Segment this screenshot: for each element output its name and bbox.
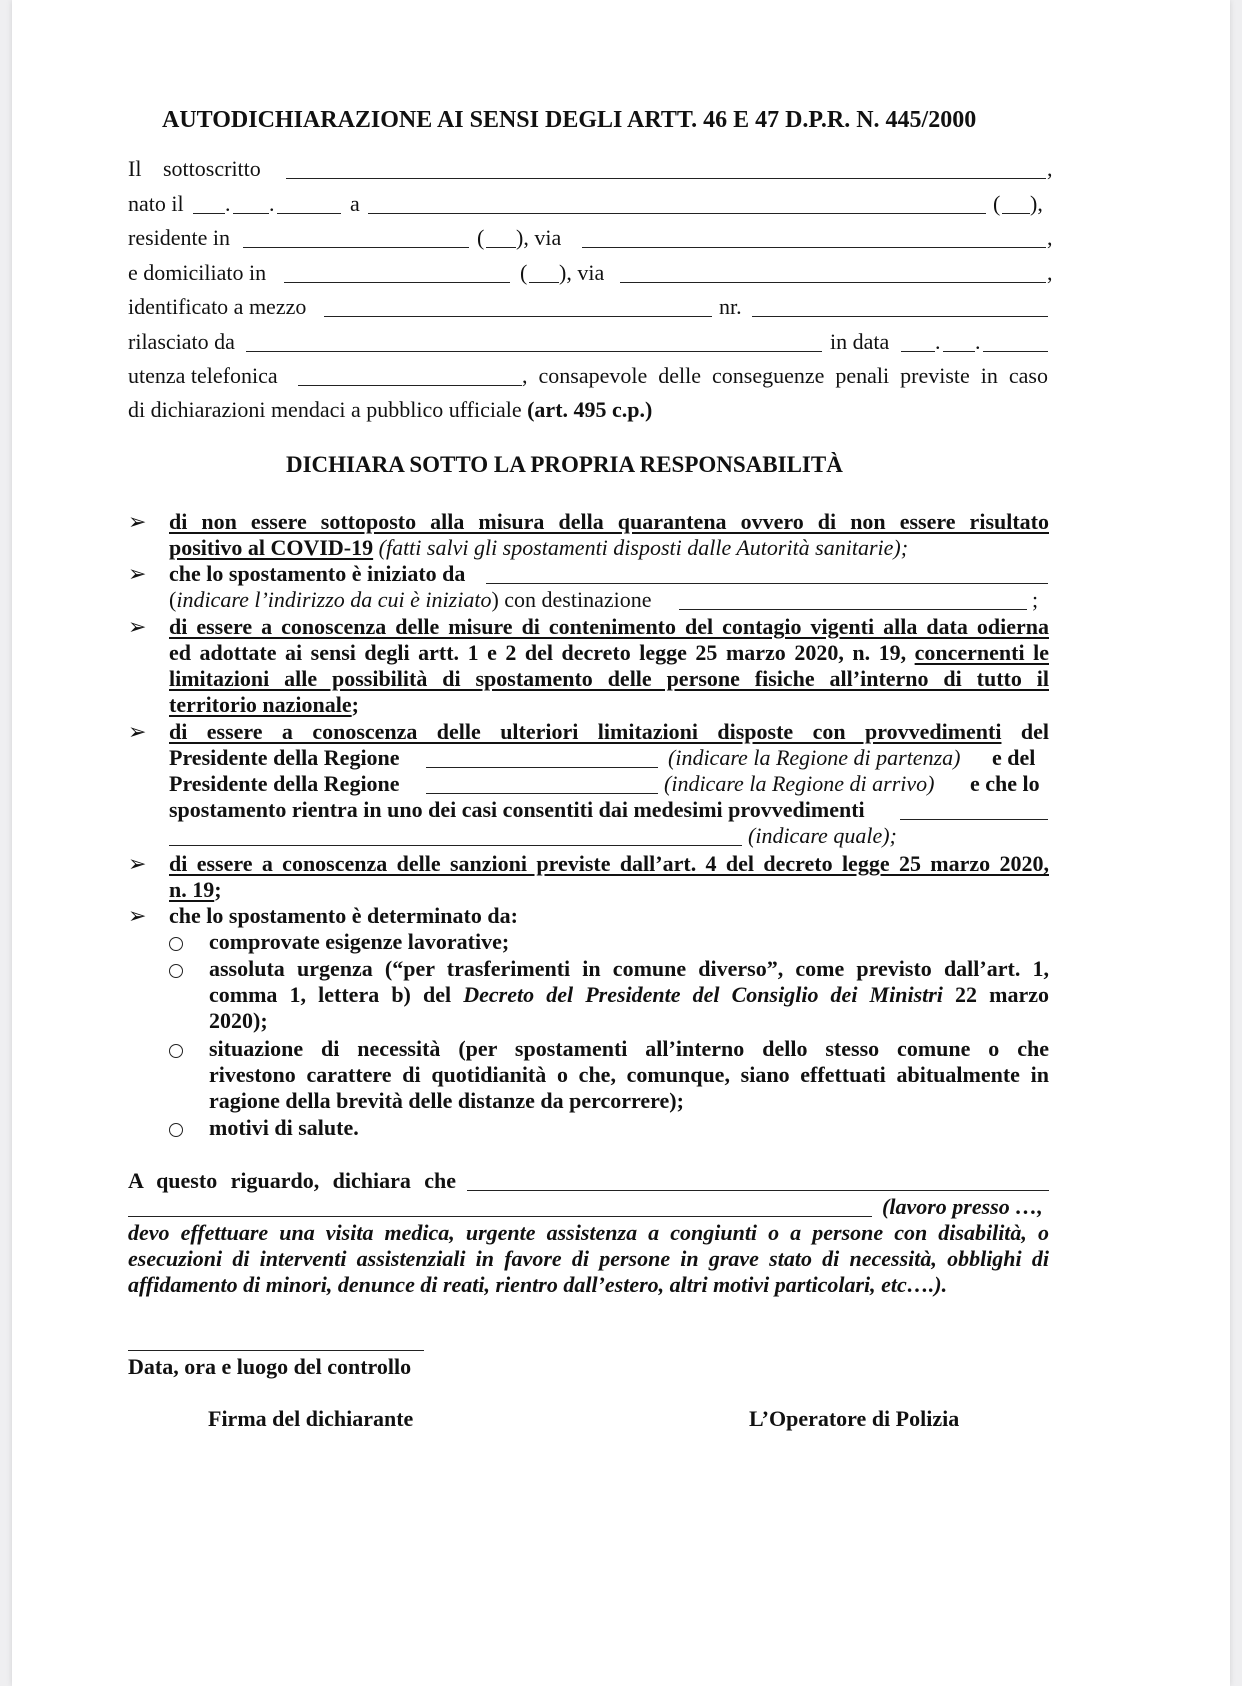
text-e-del: e del [992, 745, 1036, 770]
field-region-arrival-line[interactable] [426, 793, 658, 794]
item-sanzioni-line1: di essere a conoscenza delle sanzioni previste dall’art. 4 del decreto legge 25 marzo 2020, [169, 851, 1049, 876]
option-necessita-line1: situazione di necessità (per spostamenti all’interno dello stesso comune o che [209, 1036, 1049, 1061]
label-utenza: utenza telefonica [128, 363, 278, 388]
paren-open: ( [993, 191, 1001, 216]
label-nr: nr. [719, 294, 742, 319]
label-sottoscritto: sottoscritto [163, 156, 261, 181]
field-birth-year-line[interactable] [277, 213, 341, 214]
option-urgenza-line3: 2020); [209, 1008, 268, 1033]
label-rilasciato: rilasciato da [128, 329, 235, 354]
field-phone-line[interactable] [298, 385, 522, 386]
declare-heading: DICHIARA SOTTO LA PROPRIA RESPONSABILITÀ [286, 452, 843, 477]
item-quarantena-line2: positivo al COVID-19 (fatti salvi gli spostamenti disposti dalle Autorità sanitarie); [169, 535, 909, 560]
item-inizio-line2: (indicare l’indirizzo da cui è iniziato) con destinazione [169, 587, 652, 612]
field-issue-month-line[interactable] [943, 351, 975, 352]
label-in-data: in data [830, 329, 890, 354]
item-contenimento-line4: territorio nazionale; [169, 692, 359, 717]
field-issue-day-line[interactable] [901, 351, 935, 352]
field-destination-line[interactable] [679, 609, 1027, 610]
closing-line2: esecuzioni di interventi assistenziali in favore di persone in grave stato di necessità, obblighi di [128, 1246, 1049, 1271]
footer-operatore-polizia: L’Operatore di Polizia [749, 1406, 960, 1431]
footer-data-luogo: Data, ora e luogo del controllo [128, 1354, 412, 1379]
option-urgenza-checkbox[interactable] [169, 964, 183, 978]
option-urgenza-line1: assoluta urgenza (“per trasferimenti in comune diverso”, come previsto dall’art. 1, [209, 956, 1049, 981]
label-residente-in: residente in [128, 225, 231, 250]
field-domicile-street-line[interactable] [620, 282, 1046, 283]
item-limitazioni-line4: spostamento rientra in uno dei casi consentiti dai medesimi provvedimenti [169, 797, 865, 822]
arrow-bullet-icon: ➢ [128, 561, 147, 586]
closing-line1: devo effettuare una visita medica, urgente assistenza a congiunti o a persone con disabilità, o [128, 1220, 1049, 1245]
field-reason-line-1[interactable] [467, 1190, 1049, 1191]
field-issued-by-line[interactable] [246, 351, 822, 352]
document-title: AUTODICHIARAZIONE AI SENSI DEGLI ARTT. 46 E 47 D.P.R. N. 445/2000 [162, 107, 977, 133]
label-via: ), via [516, 225, 562, 250]
paren-open: ( [520, 260, 528, 285]
field-id-document-line[interactable] [324, 316, 712, 317]
art-495-reference: (art. 495 c.p.) [527, 397, 653, 422]
text-e-che-lo: e che lo [970, 771, 1040, 796]
label-via: ), via [559, 260, 605, 285]
field-issue-year-line[interactable] [983, 351, 1048, 352]
label-il: Il [128, 156, 142, 181]
option-necessita-line3: ragione della brevità delle distanze da percorrere); [209, 1088, 684, 1113]
hint-regione-arrivo: (indicare la Regione di arrivo) [664, 771, 935, 796]
document-page [12, 0, 1230, 1686]
item-contenimento-line3: limitazioni alle possibilità di spostamento delle persone fisiche all’interno di tutto il [169, 666, 1049, 691]
text-mendaci: di dichiarazioni mendaci a pubblico ufficiale (art. 495 c.p.) [128, 397, 653, 422]
comma: , [1047, 260, 1053, 285]
item-determinato: che lo spostamento è determinato da: [169, 903, 518, 928]
option-salute-checkbox[interactable] [169, 1123, 183, 1137]
item-contenimento-line1: di essere a conoscenza delle misure di contenimento del contagio vigenti alla data odierna [169, 614, 1049, 639]
field-residence-city-line[interactable] [243, 247, 469, 248]
field-id-number-line[interactable] [752, 316, 1048, 317]
label-regione-partenza: Presidente della Regione [169, 745, 400, 770]
field-data-luogo-line[interactable] [128, 1350, 424, 1351]
text-consapevole: , consapevole delle conseguenze penali previste in caso [522, 363, 1048, 388]
field-birth-day-line[interactable] [193, 213, 225, 214]
comma: , [1047, 156, 1053, 181]
option-salute-label: motivi di salute. [209, 1115, 359, 1140]
field-name-line[interactable] [286, 178, 1046, 179]
paren-close: ), [1030, 191, 1043, 216]
option-lavorative-label: comprovate esigenze lavorative; [209, 929, 510, 954]
item-limitazioni-line1: di essere a conoscenza delle ulteriori limitazioni disposte con provvedimenti del [169, 719, 1049, 744]
item-quarantena-line1: di non essere sottoposto alla misura della quarantena ovvero di non essere risultato [169, 509, 1049, 534]
field-residence-street-line[interactable] [582, 247, 1046, 248]
item-inizio-label: che lo spostamento è iniziato da [169, 561, 466, 586]
option-necessita-checkbox[interactable] [169, 1044, 183, 1058]
field-reason-line-2[interactable] [128, 1216, 872, 1217]
field-case-line-2[interactable] [169, 845, 742, 846]
field-birth-month-line[interactable] [233, 213, 269, 214]
option-urgenza-line2: comma 1, lettera b) del Decreto del Presidente del Consiglio dei Ministri 22 marzo [209, 982, 1050, 1007]
item-sanzioni-line2: n. 19; [169, 877, 222, 902]
arrow-bullet-icon: ➢ [128, 903, 147, 928]
item-contenimento-line2: ed adottate ai sensi degli artt. 1 e 2 del decreto legge 25 marzo 2020, n. 19, concernenti le [169, 640, 1049, 665]
comma: , [1047, 225, 1053, 250]
separator-dot: . [225, 191, 231, 216]
closing-line3: affidamento di minori, denunce di reati, rientro dall’estero, altri motivi particolari, etc….). [128, 1272, 948, 1297]
field-birth-place-line[interactable] [368, 213, 986, 214]
hint-regione-partenza: (indicare la Regione di partenza) [668, 745, 961, 770]
label-domiciliato: e domiciliato in [128, 260, 267, 285]
arrow-bullet-icon: ➢ [128, 719, 147, 744]
label-nato-il: nato il [128, 191, 184, 216]
semicolon: ; [1032, 587, 1039, 612]
option-necessita-line2: rivestono carattere di quotidianità o che, comunque, siano effettuati abitualmente in [209, 1062, 1049, 1087]
separator-dot: . [935, 329, 941, 354]
closing-lavoro-presso: (lavoro presso …, [882, 1194, 1043, 1219]
closing-riguardo: A questo riguardo, dichiara che [128, 1168, 456, 1193]
hint-indicare-quale: (indicare quale); [748, 823, 897, 848]
option-lavorative-checkbox[interactable] [169, 937, 183, 951]
field-residence-province-line[interactable] [486, 247, 516, 248]
field-birth-province-line[interactable] [1002, 213, 1030, 214]
field-origin-address-line[interactable] [486, 583, 1048, 584]
field-region-departure-line[interactable] [426, 767, 658, 768]
label-regione-arrivo: Presidente della Regione [169, 771, 400, 796]
arrow-bullet-icon: ➢ [128, 851, 147, 876]
separator-dot: . [269, 191, 275, 216]
paren-open: ( [477, 225, 485, 250]
field-domicile-province-line[interactable] [529, 282, 559, 283]
field-case-line-1[interactable] [900, 819, 1048, 820]
field-domicile-city-line[interactable] [284, 282, 510, 283]
label-a: a [350, 191, 360, 216]
label-identificato: identificato a mezzo [128, 294, 307, 319]
footer-firma-dichiarante: Firma del dichiarante [208, 1406, 414, 1431]
arrow-bullet-icon: ➢ [128, 509, 147, 534]
arrow-bullet-icon: ➢ [128, 614, 147, 639]
separator-dot: . [975, 329, 981, 354]
